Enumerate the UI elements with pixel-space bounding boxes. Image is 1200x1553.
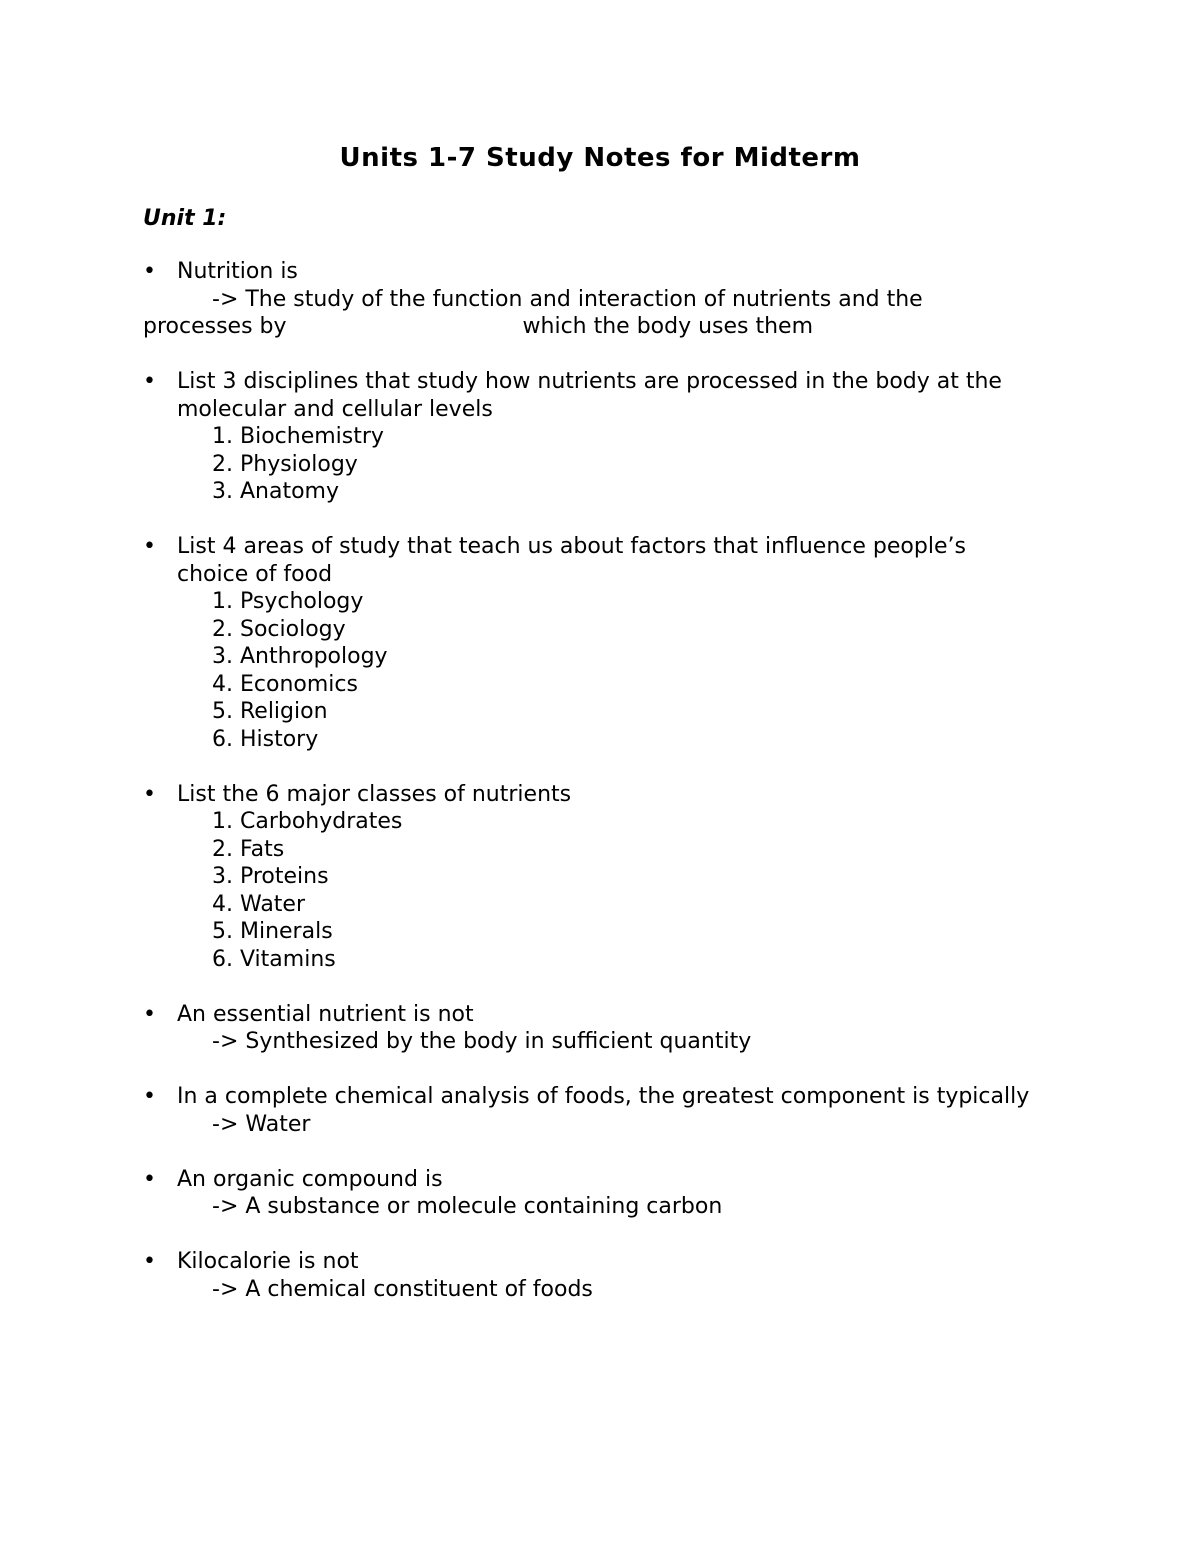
bullet-icon: • xyxy=(143,1166,156,1192)
question-text: List the 6 major classes of nutrients xyxy=(177,781,572,807)
answer-fragment: which the body uses them xyxy=(522,314,814,339)
list-item xyxy=(143,368,1043,506)
numbered-list-item: 1. Carbohydrates xyxy=(212,809,403,834)
bullet-icon: • xyxy=(143,1001,156,1027)
list-item xyxy=(143,258,1043,341)
numbered-list xyxy=(177,423,1043,506)
numbered-list xyxy=(177,588,1043,753)
list-item xyxy=(143,1248,1043,1303)
notes-content xyxy=(143,258,1043,1331)
numbered-list xyxy=(177,808,1043,973)
question-text: Kilocalorie is not xyxy=(177,1249,359,1274)
page-title: Units 1-7 Study Notes for Midterm xyxy=(339,143,861,173)
bullet-icon: • xyxy=(143,1249,156,1274)
numbered-list-item: 3. Anatomy xyxy=(212,479,339,504)
bullet-icon: • xyxy=(143,781,156,807)
bullet-icon: • xyxy=(143,534,156,559)
question-text: An essential nutrient is not xyxy=(177,1001,474,1027)
numbered-list-item: 2. Fats xyxy=(212,836,285,862)
list-item xyxy=(143,1166,1043,1221)
unit-heading: Unit 1: xyxy=(143,206,227,231)
list-item xyxy=(143,1083,1043,1138)
answer-text: -> A chemical constituent of foods xyxy=(212,1276,593,1302)
answer-text-continued xyxy=(143,313,1043,341)
list-item xyxy=(143,1001,1043,1056)
numbered-list-item: 6. History xyxy=(212,726,319,752)
numbered-list-item: 3. Anthropology xyxy=(212,644,388,669)
numbered-list-item: 1. Biochemistry xyxy=(212,424,384,449)
answer-text: -> A substance or molecule containing carbon xyxy=(212,1194,723,1219)
list-item xyxy=(143,781,1043,974)
answer-text: -> Synthesized by the body in sufficient quantity xyxy=(212,1029,752,1054)
numbered-list-item: 2. Physiology xyxy=(212,451,358,477)
numbered-list-item: 3. Proteins xyxy=(212,864,329,889)
numbered-list-item: 2. Sociology xyxy=(212,616,346,642)
numbered-list-item: 6. Vitamins xyxy=(212,946,336,972)
numbered-list-item: 4. Water xyxy=(212,891,306,917)
numbered-list-item: 1. Psychology xyxy=(212,589,364,614)
answer-fragment: processes by xyxy=(143,314,287,339)
bullet-icon: • xyxy=(143,369,156,394)
question-text: An organic compound is xyxy=(177,1166,443,1192)
bullet-icon: • xyxy=(143,259,156,284)
numbered-list-item: 4. Economics xyxy=(212,671,358,697)
question-text: List 3 disciplines that study how nutrients are processed in the body at the molecular and cellular levels xyxy=(177,369,1002,422)
answer-text: -> Water xyxy=(212,1111,311,1137)
answer-text: -> The study of the function and interaction of nutrients and the xyxy=(212,286,923,312)
numbered-list-item: 5. Minerals xyxy=(212,919,333,944)
bullet-icon: • xyxy=(143,1084,156,1109)
question-text: List 4 areas of study that teach us about factors that influence people’s choice of food xyxy=(177,534,966,587)
list-item xyxy=(143,533,1043,753)
question-text: Nutrition is xyxy=(177,259,298,284)
numbered-list-item: 5. Religion xyxy=(212,699,328,724)
question-text: In a complete chemical analysis of foods, the greatest component is typically xyxy=(177,1084,1030,1109)
